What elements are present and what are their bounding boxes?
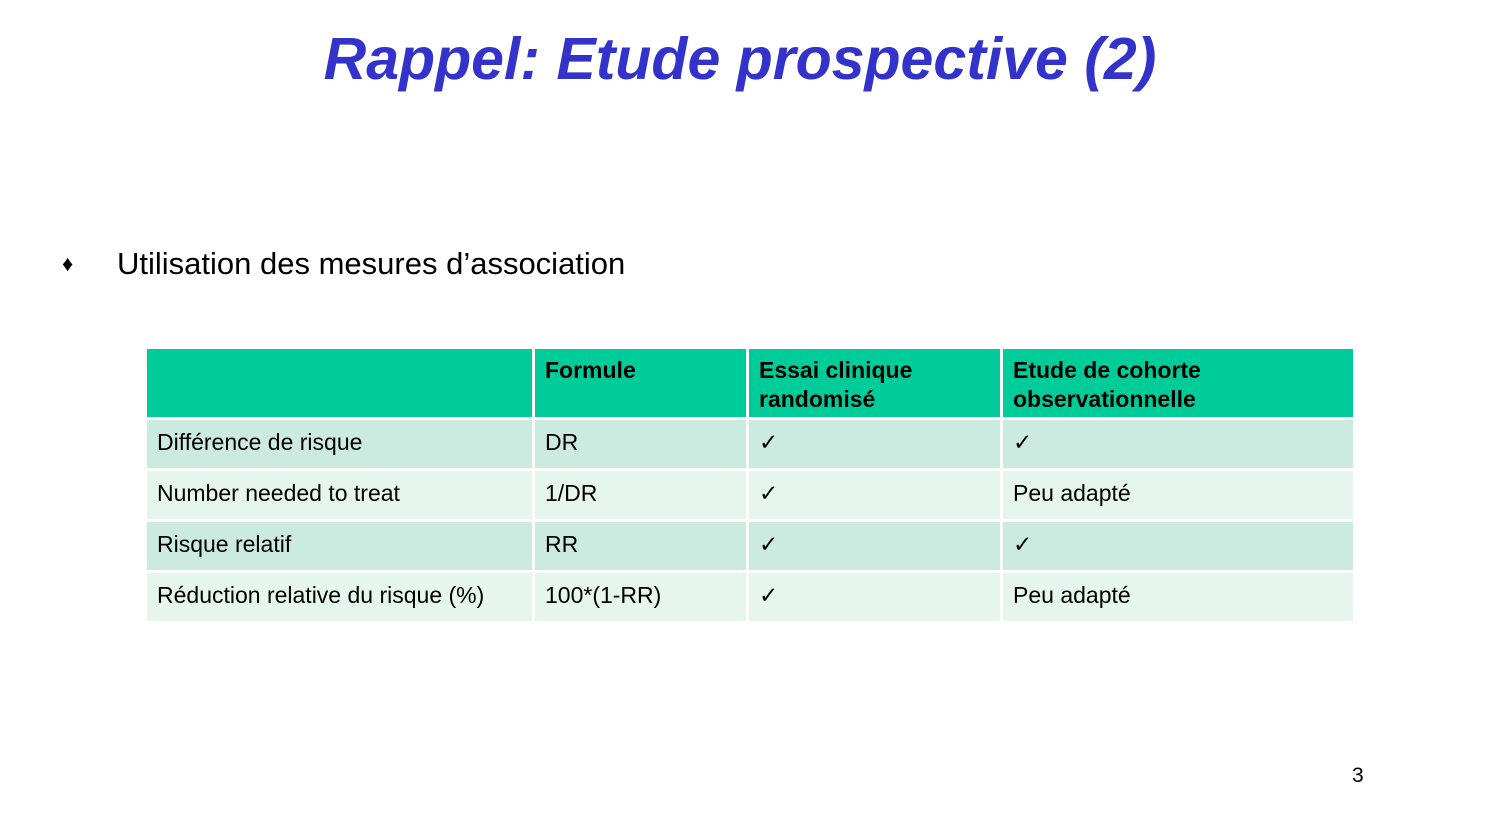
- check-icon: ✓: [748, 521, 1002, 572]
- header-cell-empty: [146, 348, 534, 419]
- formula-cell: DR: [534, 419, 748, 470]
- row-label-cell: Number needed to treat: [146, 470, 534, 521]
- table-header-row: [146, 348, 1355, 419]
- page-number: 3: [1352, 764, 1364, 787]
- check-icon: ✓: [748, 419, 1002, 470]
- formula-cell: 100*(1-RR): [534, 572, 748, 623]
- row-label-cell: Risque relatif: [146, 521, 534, 572]
- header-cell-essai-clinique: Essai clinique randomisé: [748, 348, 1002, 419]
- bullet-item: [62, 244, 625, 284]
- diamond-bullet-icon: ♦: [62, 251, 74, 276]
- row-label-cell: Réduction relative du risque (%): [146, 572, 534, 623]
- cohort-cell: Peu adapté: [1002, 470, 1355, 521]
- row-label-cell: Différence de risque: [146, 419, 534, 470]
- table-row: [146, 572, 1355, 623]
- association-measures-table: [144, 346, 1356, 624]
- table-row: [146, 419, 1355, 470]
- formula-cell: RR: [534, 521, 748, 572]
- check-icon: ✓: [748, 470, 1002, 521]
- check-icon: ✓: [1002, 521, 1355, 572]
- header-cell-formule: Formule: [534, 348, 748, 419]
- slide-title: Rappel: Etude prospective (2): [323, 26, 1157, 92]
- table-row: [146, 521, 1355, 572]
- header-cell-etude-cohorte: Etude de cohorte observationnelle: [1002, 348, 1355, 419]
- bullet-text: Utilisation des mesures d’association: [117, 246, 626, 281]
- table-row: [146, 470, 1355, 521]
- check-icon: ✓: [748, 572, 1002, 623]
- cohort-cell: Peu adapté: [1002, 572, 1355, 623]
- formula-cell: 1/DR: [534, 470, 748, 521]
- check-icon: ✓: [1002, 419, 1355, 470]
